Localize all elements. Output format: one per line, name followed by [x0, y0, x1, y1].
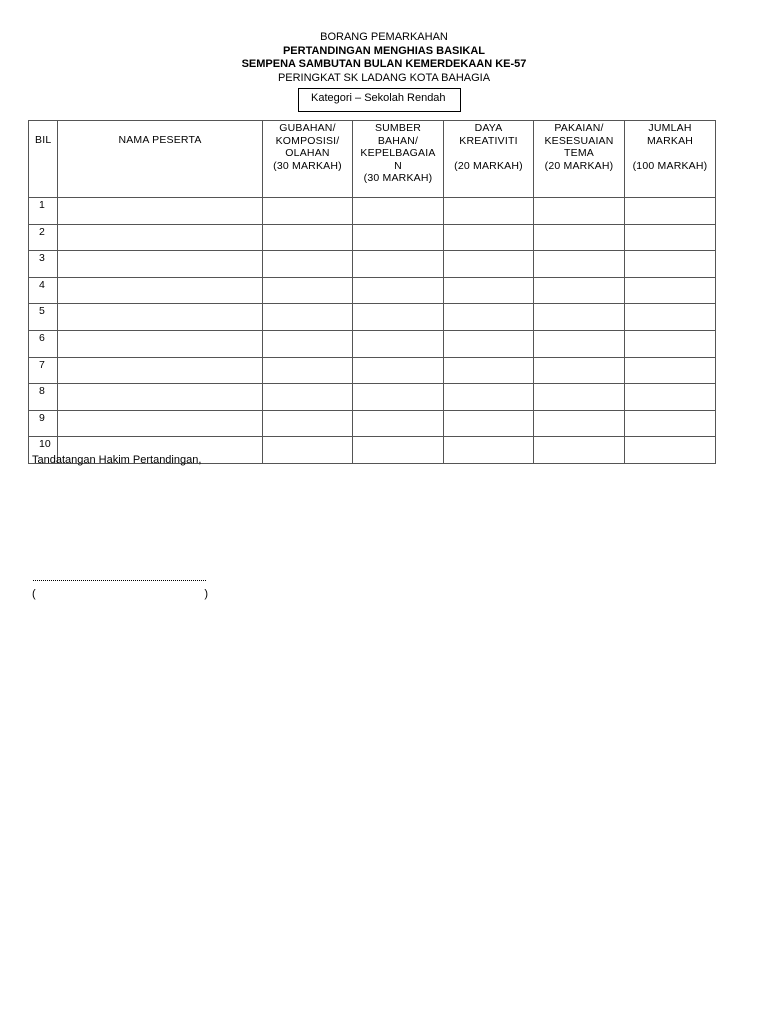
row-number-cell: 3 — [29, 251, 58, 278]
form-title: BORANG PEMARKAHAN — [320, 31, 448, 43]
score-cell — [534, 277, 625, 304]
column-header-line: BAHAN/ — [377, 134, 419, 147]
signature-label: Tandatangan Hakim Pertandingan, — [32, 454, 202, 466]
score-cell — [534, 251, 625, 278]
column-header-line: KREATIVITI — [459, 134, 518, 147]
competition-title: PERTANDINGAN MENGHIAS BASIKAL — [282, 44, 486, 57]
table-row — [29, 357, 716, 384]
row-number-cell: 2 — [29, 224, 58, 251]
score-cell — [534, 330, 625, 357]
score-cell — [625, 384, 716, 411]
column-header-line: SUMBER — [374, 122, 422, 134]
column-header-pakaian — [534, 121, 625, 198]
score-cell — [534, 437, 625, 464]
row-number-cell: 1 — [29, 198, 58, 225]
score-cell — [625, 224, 716, 251]
table-body — [29, 198, 716, 464]
score-cell — [263, 198, 353, 225]
score-cell — [263, 410, 353, 437]
table-row — [29, 277, 716, 304]
column-header-line: N — [394, 159, 402, 172]
score-cell — [444, 384, 534, 411]
column-header-line: KOMPOSISI/ — [275, 134, 340, 147]
column-header-sumber-bahan — [353, 121, 444, 198]
row-number-cell: 8 — [29, 384, 58, 411]
score-cell — [625, 330, 716, 357]
table-row — [29, 251, 716, 278]
column-header-line: GUBAHAN/ — [279, 122, 336, 134]
score-cell — [263, 357, 353, 384]
column-header-line: MARKAH — [646, 134, 694, 147]
column-header-gubahan — [263, 121, 353, 198]
row-number-cell: 5 — [29, 304, 58, 331]
open-parenthesis: ( — [32, 588, 36, 600]
score-cell — [58, 304, 263, 331]
score-cell — [625, 410, 716, 437]
score-cell — [625, 437, 716, 464]
row-number-cell: 7 — [29, 357, 58, 384]
column-header-nama-peserta — [58, 121, 263, 198]
score-cell — [444, 277, 534, 304]
score-cell — [353, 410, 444, 437]
score-cell — [444, 251, 534, 278]
column-header-line — [444, 147, 533, 160]
column-header-line — [625, 147, 715, 160]
column-header-line: PAKAIAN/ — [554, 122, 604, 134]
table-row — [29, 330, 716, 357]
column-header-daya-kreativiti — [444, 121, 534, 198]
score-cell — [353, 198, 444, 225]
column-header-line: (30 MARKAH) — [363, 172, 433, 184]
form-header — [0, 31, 768, 85]
score-cell — [263, 437, 353, 464]
row-number-cell: 4 — [29, 277, 58, 304]
score-cell — [534, 357, 625, 384]
column-header-line: OLAHAN — [285, 147, 330, 159]
score-cell — [353, 277, 444, 304]
column-header-line: (20 MARKAH) — [454, 159, 523, 172]
score-cell — [58, 251, 263, 278]
score-cell — [534, 384, 625, 411]
score-cell — [58, 330, 263, 357]
row-number-cell: 10 — [29, 437, 58, 464]
score-cell — [263, 224, 353, 251]
score-cell — [353, 251, 444, 278]
score-cell — [353, 357, 444, 384]
score-cell — [58, 357, 263, 384]
score-cell — [625, 277, 716, 304]
column-header-line: BIL — [35, 134, 52, 146]
table-header-row — [29, 121, 716, 198]
table-row — [29, 198, 716, 225]
score-cell — [534, 224, 625, 251]
score-cell — [353, 384, 444, 411]
score-cell — [263, 251, 353, 278]
signature-name-parentheses — [32, 588, 208, 600]
score-cell — [263, 330, 353, 357]
score-cell — [625, 198, 716, 225]
column-header-line: (20 MARKAH) — [544, 159, 614, 172]
score-cell — [625, 251, 716, 278]
score-cell — [353, 224, 444, 251]
score-cell — [263, 277, 353, 304]
score-cell — [625, 304, 716, 331]
score-cell — [444, 198, 534, 225]
score-cell — [444, 330, 534, 357]
score-cell — [444, 357, 534, 384]
score-cell — [353, 330, 444, 357]
score-cell — [444, 410, 534, 437]
score-cell — [625, 357, 716, 384]
score-cell — [444, 224, 534, 251]
row-number-cell: 6 — [29, 330, 58, 357]
signature-line — [33, 580, 206, 581]
table-row — [29, 410, 716, 437]
table-row — [29, 224, 716, 251]
score-cell — [534, 304, 625, 331]
score-cell — [534, 198, 625, 225]
occasion-title: SEMPENA SAMBUTAN BULAN KEMERDEKAAN KE-57 — [241, 58, 527, 70]
column-header-line: KESESUAIAN — [544, 134, 614, 147]
column-header-line: KEPELBAGAIA — [360, 147, 436, 159]
score-cell — [353, 437, 444, 464]
score-cell — [58, 384, 263, 411]
score-cell — [58, 410, 263, 437]
level-title: PERINGKAT SK LADANG KOTA BAHAGIA — [277, 71, 491, 84]
score-cell — [534, 410, 625, 437]
score-cell — [58, 224, 263, 251]
column-header-line: NAMA PESERTA — [118, 134, 202, 146]
score-cell — [58, 277, 263, 304]
row-number-cell: 9 — [29, 410, 58, 437]
table-row — [29, 384, 716, 411]
table-row — [29, 304, 716, 331]
column-header-line: DAYA — [474, 122, 503, 134]
score-cell — [263, 304, 353, 331]
score-cell — [444, 304, 534, 331]
column-header-line: (30 MARKAH) — [273, 159, 342, 172]
score-cell — [58, 198, 263, 225]
score-cell — [353, 304, 444, 331]
scoring-table — [28, 120, 716, 464]
column-header-line: (100 MARKAH) — [632, 159, 708, 172]
close-parenthesis: ) — [204, 588, 208, 600]
column-header-jumlah-markah — [625, 121, 716, 198]
column-header-line: JUMLAH — [648, 122, 692, 134]
category-box: Kategori – Sekolah Rendah — [298, 88, 461, 112]
score-cell — [444, 437, 534, 464]
column-header-line: TEMA — [564, 147, 594, 159]
score-cell — [263, 384, 353, 411]
column-header-bil — [29, 121, 58, 198]
